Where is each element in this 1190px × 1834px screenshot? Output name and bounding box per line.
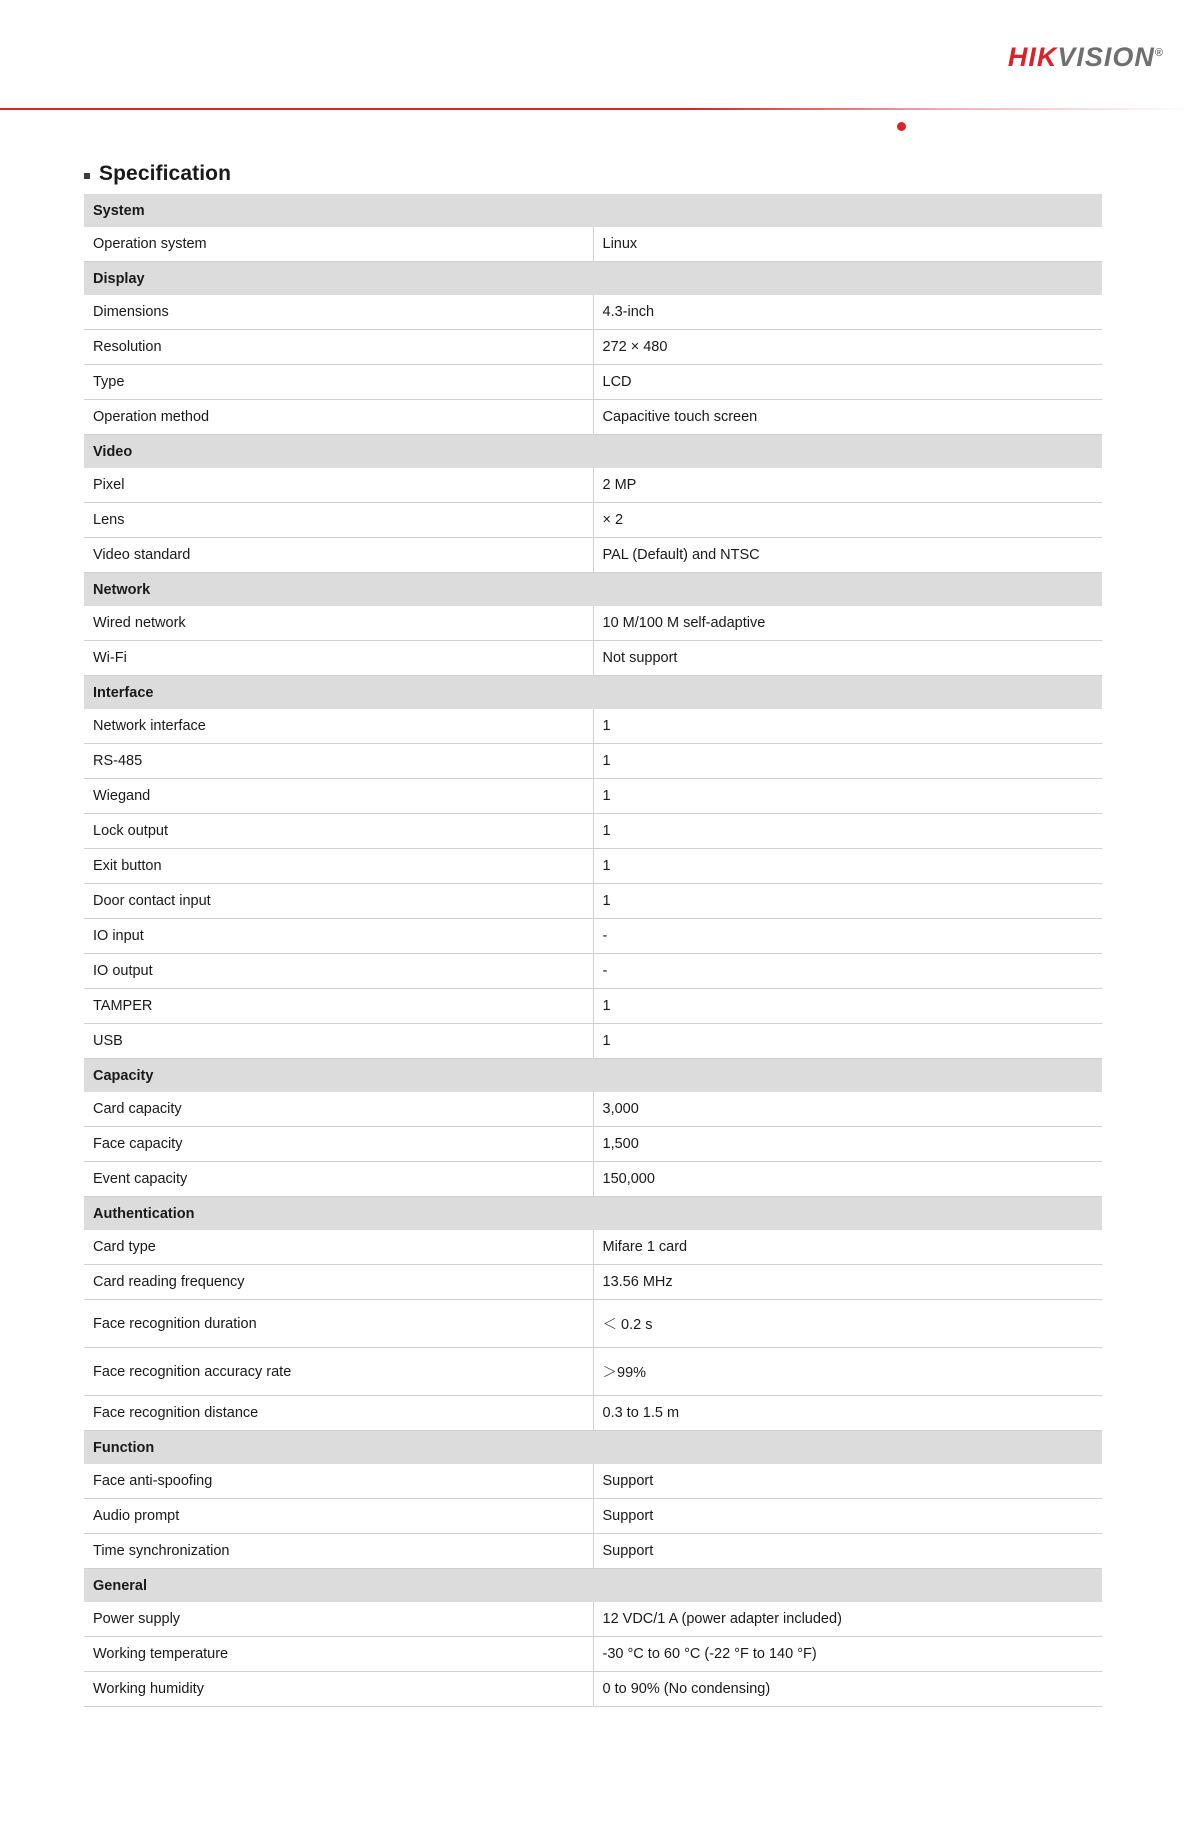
spec-value: Not support (593, 641, 1102, 676)
spec-key: Resolution (84, 330, 593, 365)
spec-key: Working temperature (84, 1637, 593, 1672)
table-row (84, 365, 1102, 400)
table-row (84, 1672, 1102, 1707)
spec-group-label: Display (84, 262, 1102, 296)
spec-key: IO output (84, 954, 593, 989)
spec-key: Face recognition accuracy rate (84, 1348, 593, 1396)
table-row (84, 330, 1102, 365)
spec-key: Operation method (84, 400, 593, 435)
spec-group-row (84, 1569, 1102, 1603)
table-row (84, 400, 1102, 435)
spec-value: Mifare 1 card (593, 1230, 1102, 1265)
spec-key: Type (84, 365, 593, 400)
spec-group-label: Function (84, 1431, 1102, 1465)
table-row (84, 227, 1102, 262)
spec-value: - (593, 954, 1102, 989)
table-row (84, 1162, 1102, 1197)
spec-value: 1,500 (593, 1127, 1102, 1162)
spec-group-label: General (84, 1569, 1102, 1603)
spec-value: ＜ 0.2 s (593, 1300, 1102, 1348)
table-row (84, 641, 1102, 676)
table-row (84, 1464, 1102, 1499)
spec-key: Network interface (84, 709, 593, 744)
header-dot-icon (897, 122, 906, 131)
spec-key: Video standard (84, 538, 593, 573)
spec-value: 1 (593, 989, 1102, 1024)
spec-key: Wiegand (84, 779, 593, 814)
spec-value: 4.3-inch (593, 295, 1102, 330)
table-row (84, 1534, 1102, 1569)
spec-key: Face anti-spoofing (84, 1464, 593, 1499)
spec-value: Support (593, 1534, 1102, 1569)
table-row (84, 1499, 1102, 1534)
spec-key: Wired network (84, 606, 593, 641)
registered-trademark-icon: ® (1154, 47, 1164, 59)
table-row (84, 1092, 1102, 1127)
table-row (84, 709, 1102, 744)
spec-value: PAL (Default) and NTSC (593, 538, 1102, 573)
spec-value: 1 (593, 814, 1102, 849)
spec-value: 1 (593, 779, 1102, 814)
spec-group-row (84, 1431, 1102, 1465)
table-row (84, 954, 1102, 989)
spec-key: Card capacity (84, 1092, 593, 1127)
table-row (84, 1637, 1102, 1672)
table-row (84, 919, 1102, 954)
page-title: Specification (99, 162, 231, 185)
spec-key: Face recognition distance (84, 1396, 593, 1431)
bullet-square-icon (84, 173, 90, 179)
spec-group-row (84, 435, 1102, 469)
spec-key: Face capacity (84, 1127, 593, 1162)
table-row (84, 1024, 1102, 1059)
spec-value: 2 MP (593, 468, 1102, 503)
spec-group-label: Video (84, 435, 1102, 469)
spec-value: Capacitive touch screen (593, 400, 1102, 435)
table-row (84, 468, 1102, 503)
table-row (84, 779, 1102, 814)
table-row (84, 744, 1102, 779)
spec-value: 12 VDC/1 A (power adapter included) (593, 1602, 1102, 1637)
spec-key: Working humidity (84, 1672, 593, 1707)
spec-key: Lens (84, 503, 593, 538)
table-row (84, 295, 1102, 330)
spec-key: IO input (84, 919, 593, 954)
spec-group-label: Interface (84, 676, 1102, 710)
spec-key: Wi-Fi (84, 641, 593, 676)
spec-key: Dimensions (84, 295, 593, 330)
table-row (84, 849, 1102, 884)
spec-value: 1 (593, 849, 1102, 884)
spec-group-label: Capacity (84, 1059, 1102, 1093)
spec-value: 0.3 to 1.5 m (593, 1396, 1102, 1431)
spec-key: Door contact input (84, 884, 593, 919)
specification-table-body (84, 194, 1102, 1707)
spec-value: 150,000 (593, 1162, 1102, 1197)
spec-key: Card reading frequency (84, 1265, 593, 1300)
table-row (84, 1300, 1102, 1348)
spec-value: 13.56 MHz (593, 1265, 1102, 1300)
spec-key: Face recognition duration (84, 1300, 593, 1348)
spec-key: TAMPER (84, 989, 593, 1024)
table-row (84, 814, 1102, 849)
table-row (84, 989, 1102, 1024)
spec-value: 1 (593, 1024, 1102, 1059)
spec-value: 1 (593, 744, 1102, 779)
table-row (84, 1230, 1102, 1265)
spec-group-label: Authentication (84, 1197, 1102, 1231)
table-row (84, 503, 1102, 538)
spec-group-label: System (84, 194, 1102, 227)
spec-key: Lock output (84, 814, 593, 849)
spec-key: Pixel (84, 468, 593, 503)
table-row (84, 1265, 1102, 1300)
spec-value: LCD (593, 365, 1102, 400)
spec-value: ＞99% (593, 1348, 1102, 1396)
spec-value: Linux (593, 227, 1102, 262)
logo-hik-text: HIK (1007, 42, 1058, 72)
spec-group-row (84, 676, 1102, 710)
spec-group-label: Network (84, 573, 1102, 607)
spec-key: Exit button (84, 849, 593, 884)
spec-key: Audio prompt (84, 1499, 593, 1534)
spec-value: × 2 (593, 503, 1102, 538)
spec-value: 1 (593, 709, 1102, 744)
specification-heading (84, 162, 1190, 186)
spec-key: Operation system (84, 227, 593, 262)
table-row (84, 1348, 1102, 1396)
spec-group-row (84, 1059, 1102, 1093)
header-divider-fade (690, 108, 1190, 110)
spec-key: Event capacity (84, 1162, 593, 1197)
table-row (84, 538, 1102, 573)
spec-value: - (593, 919, 1102, 954)
spec-value: Support (593, 1464, 1102, 1499)
hikvision-logo (1008, 42, 1164, 73)
spec-group-row (84, 1197, 1102, 1231)
spec-value: 0 to 90% (No condensing) (593, 1672, 1102, 1707)
spec-key: USB (84, 1024, 593, 1059)
table-row (84, 884, 1102, 919)
spec-group-row (84, 194, 1102, 227)
spec-value: 272 × 480 (593, 330, 1102, 365)
table-row (84, 606, 1102, 641)
spec-value: 1 (593, 884, 1102, 919)
spec-group-row (84, 262, 1102, 296)
specification-table (84, 194, 1102, 1707)
logo-vision-text: VISION (1057, 42, 1155, 72)
page-header (0, 0, 1190, 118)
table-row (84, 1396, 1102, 1431)
spec-key: Card type (84, 1230, 593, 1265)
spec-value: -30 °C to 60 °C (-22 °F to 140 °F) (593, 1637, 1102, 1672)
spec-key: Power supply (84, 1602, 593, 1637)
spec-value: 10 M/100 M self-adaptive (593, 606, 1102, 641)
table-row (84, 1602, 1102, 1637)
table-row (84, 1127, 1102, 1162)
spec-key: RS-485 (84, 744, 593, 779)
spec-key: Time synchronization (84, 1534, 593, 1569)
spec-value: Support (593, 1499, 1102, 1534)
spec-value: 3,000 (593, 1092, 1102, 1127)
spec-group-row (84, 573, 1102, 607)
